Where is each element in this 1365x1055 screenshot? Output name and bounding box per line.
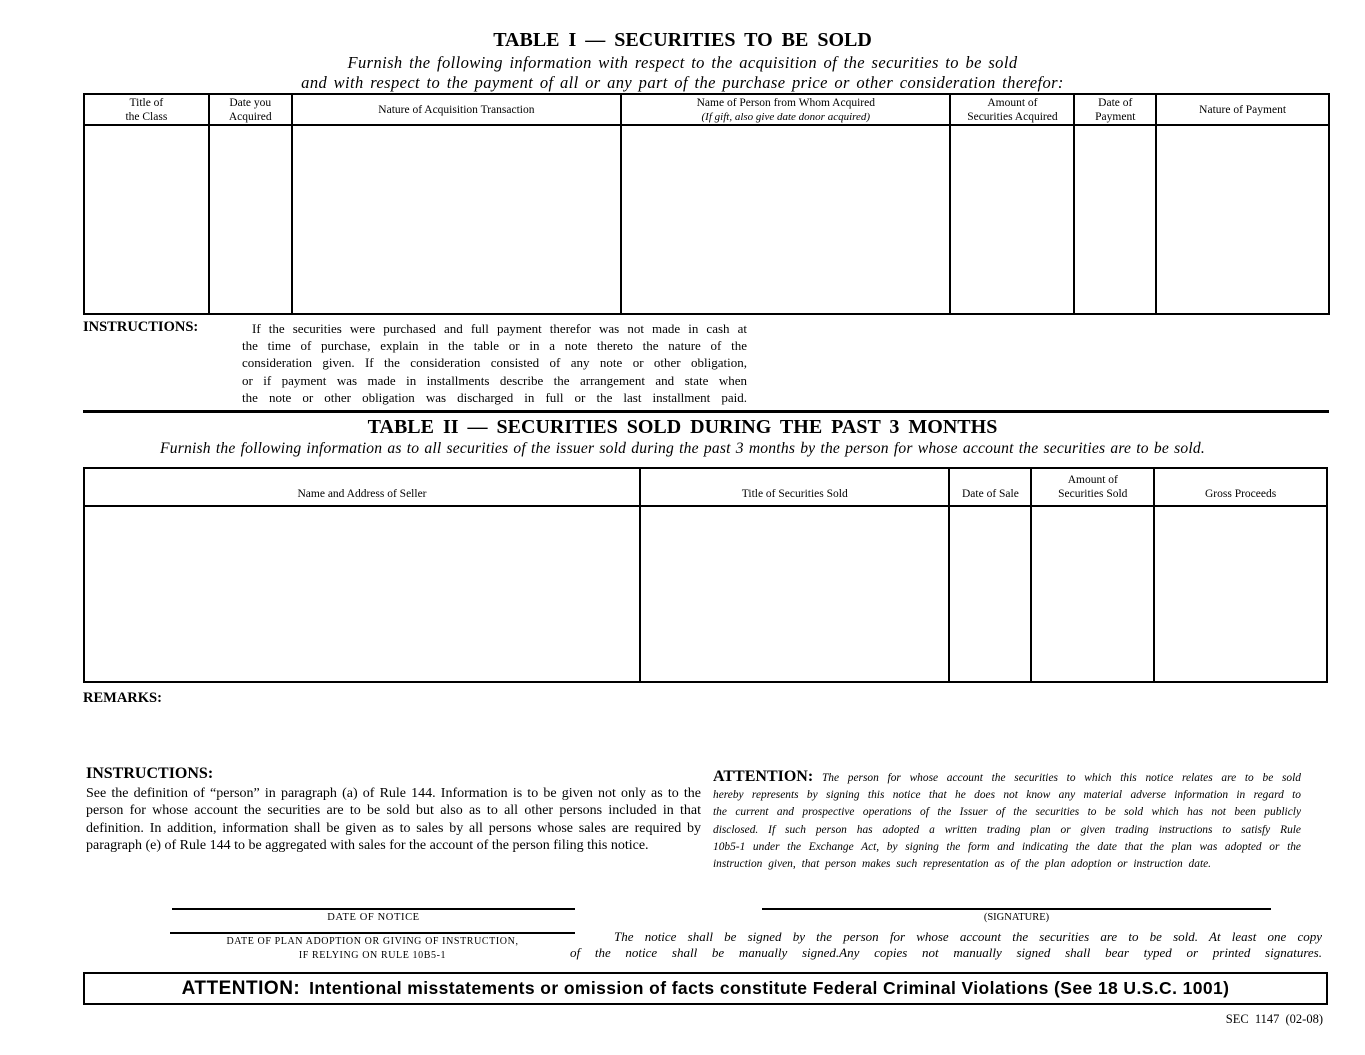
table1-col-nature-of-payment: Nature of Payment xyxy=(1156,94,1329,125)
attention-line: disclosed. If such person has adopted a written trading plan or given trading instructions to satisfy Rule xyxy=(713,823,1301,836)
table2-cell[interactable] xyxy=(84,506,640,682)
table2-col-name-address: Name and Address of Seller xyxy=(84,468,640,506)
plan-adoption-date-line[interactable] xyxy=(170,932,575,934)
plan-adoption-label-2: IF RELYING ON RULE 10B5-1 xyxy=(298,950,447,961)
instructions2-text: See the definition of “person” in paragraph (a) of Rule 144. Information is to be given not only as to the person for whose account the securities are to be sold but also as to all other persons included in that definition. In addition, information shall be given as to sales by all persons whose sales are required by paragraph (e) of Rule 144 to be aggregated with sales for the account of the person filing this notice. xyxy=(86,786,701,853)
table1-cell[interactable] xyxy=(209,125,292,314)
table1-col-amount-acquired: Amount of Securities Acquired xyxy=(950,94,1074,125)
table1-subtitle-1: Furnish the following information with respect to the acquisition of the securities to be sold xyxy=(347,53,1018,72)
footer-attention-label: ATTENTION: xyxy=(181,978,301,999)
table2-col-amount-sold: Amount of Securities Sold xyxy=(1031,468,1154,506)
table2-subtitle: Furnish the following information as to all securities of the issuer sold during the past 3 months by the person for whose account the securities are to be sold. xyxy=(159,440,1205,457)
table1-cell[interactable] xyxy=(950,125,1074,314)
table2-col-gross-proceeds: Gross Proceeds xyxy=(1154,468,1327,506)
table1-col-title-of-class: Title of the Class xyxy=(84,94,209,125)
attention-block xyxy=(713,768,1301,873)
table1-instructions-label: INSTRUCTIONS: xyxy=(83,319,199,335)
table1-entry-row[interactable] xyxy=(84,125,1329,314)
signature-note xyxy=(570,929,1322,961)
table2-col-date-of-sale: Date of Sale xyxy=(949,468,1031,506)
signature-line[interactable] xyxy=(762,908,1271,910)
date-of-notice-label: DATE OF NOTICE xyxy=(327,912,420,923)
remarks-label: REMARKS: xyxy=(83,690,162,706)
attention-line: 10b5-1 under the Exchange Act, by signing the form and indicating the date that the plan was adopted or the xyxy=(713,840,1301,853)
instructions-line: or if payment was made in installments describe the arrangement and state when xyxy=(242,372,747,388)
table1-col-date-acquired: Date you Acquired xyxy=(209,94,292,125)
attention-line: The person for whose account the securities to which this notice relates are to be sold xyxy=(821,772,1301,784)
attention-line: hereby represents by signing this notice that he does not know any material adverse information in regard to xyxy=(713,789,1301,802)
attention-label: ATTENTION: xyxy=(713,768,814,785)
table2-grid xyxy=(83,467,1328,683)
table2-cell[interactable] xyxy=(1154,506,1327,682)
table2-cell[interactable] xyxy=(949,506,1031,682)
table1-col-nature-of-acquisition: Nature of Acquisition Transaction xyxy=(292,94,621,125)
table1-subtitle-2: and with respect to the payment of all or any part of the purchase price or other consideration therefor: xyxy=(301,73,1064,92)
table2-cell[interactable] xyxy=(1031,506,1154,682)
section-divider xyxy=(83,410,1329,413)
table1-col-name-of-person: Name of Person from Whom Acquired (If gift, also give date donor acquired) xyxy=(621,94,950,125)
date-of-notice-line[interactable] xyxy=(172,908,575,910)
instructions-line: the note or other obligation was discharged in full or the last installment paid. xyxy=(242,389,747,405)
table1-col-date-of-payment: Date of Payment xyxy=(1074,94,1156,125)
form-number: SEC 1147 (02-08) xyxy=(1225,1012,1323,1026)
table2-col-title-securities: Title of Securities Sold xyxy=(640,468,949,506)
signature-label: (SIGNATURE) xyxy=(983,912,1050,923)
signature-note-line: of the notice shall be manually signed.Any copies not manually signed shall bear typed or printed signatures. xyxy=(570,945,1322,960)
attention-line: the current and prospective operations of the Issuer of the securities to be sold which has not been publicly xyxy=(713,806,1301,819)
table1-cell[interactable] xyxy=(621,125,950,314)
attention-line: instruction given, that person makes such representation as of the plan adoption or instruction date. xyxy=(713,858,1212,871)
table2-entry-row[interactable] xyxy=(84,506,1327,682)
footer-attention-text: Intentional misstatements or omission of facts constitute Federal Criminal Violations (See 18 U.S.C. 1001) xyxy=(309,978,1230,998)
plan-adoption-label-1: DATE OF PLAN ADOPTION OR GIVING OF INSTRUCTION, xyxy=(226,936,519,947)
table1-cell[interactable] xyxy=(1074,125,1156,314)
footer-attention-box xyxy=(83,972,1328,1005)
table2-cell[interactable] xyxy=(640,506,949,682)
table1-cell[interactable] xyxy=(1156,125,1329,314)
instructions-line: consideration given. If the consideration consisted of any note or other obligation, xyxy=(242,355,747,371)
table1-header-row xyxy=(84,94,1329,125)
signature-note-line: The notice shall be signed by the person for whose account the securities are to be sold. At least one copy xyxy=(614,929,1322,944)
table1-grid xyxy=(83,93,1330,315)
table1-title: TABLE I — SECURITIES TO BE SOLD xyxy=(493,29,872,51)
table1-instructions-text xyxy=(242,320,747,406)
instructions-line: the time of purchase, explain in the table or in a note thereto the nature of the xyxy=(242,338,747,354)
table2-header-row xyxy=(84,468,1327,506)
instructions-line: If the securities were purchased and full payment therefor was not made in cash at xyxy=(252,321,747,336)
instructions2-label: INSTRUCTIONS: xyxy=(86,765,214,782)
table2-title: TABLE II — SECURITIES SOLD DURING THE PAST 3 MONTHS xyxy=(367,416,998,438)
table1-cell[interactable] xyxy=(292,125,621,314)
table1-cell[interactable] xyxy=(84,125,209,314)
